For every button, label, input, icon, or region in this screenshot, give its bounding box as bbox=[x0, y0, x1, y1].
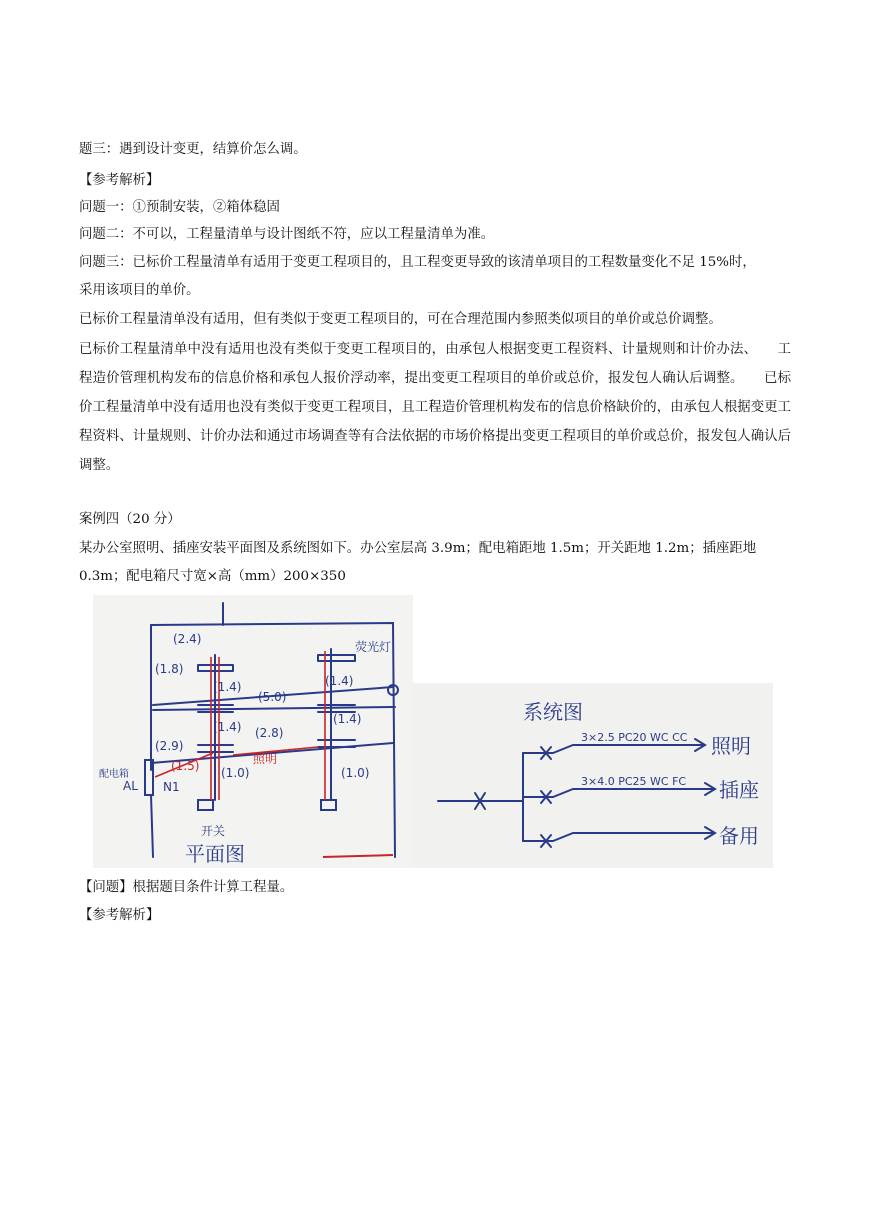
plan-label-1-8: (1.8) bbox=[155, 662, 184, 676]
plan-label-1-0-a: (1.0) bbox=[221, 766, 250, 780]
reference-heading-2: 【参考解析】 bbox=[79, 908, 160, 923]
plan-label-1-4-a: (1.4) bbox=[213, 680, 242, 694]
plan-label-box: 配电箱 bbox=[99, 769, 129, 780]
system-circuit-3-use: 备用 bbox=[719, 824, 759, 848]
plan-title: 平面图 bbox=[185, 842, 245, 866]
answer-2: 问题二：不可以，工程量清单与设计图纸不符，应以工程量清单为准。 bbox=[79, 227, 495, 242]
system-circuit-2-use: 插座 bbox=[719, 778, 759, 802]
plan-label-al: AL bbox=[123, 779, 138, 793]
answer-1: 问题一：①预制安装，②箱体稳固 bbox=[79, 200, 280, 215]
plan-label-2-8: (2.8) bbox=[255, 726, 284, 740]
case-4-description: 某办公室照明、插座安装平面图及系统图如下。办公室层高 3.9m；配电箱距地 1.5m；开关距地 1.2m；插座距地 bbox=[79, 541, 757, 556]
paragraph-no-similar: 已标价工程量清单中没有适用也没有类似于变更工程项目的，由承包人根据变更工程资料、计量规则和计价办法、 工程造价管理机构发布的信息价格和承包人报价浮动率，提出变更工程项目的单价或总价，报发包人确认后调整。 已标价工程量清单中没有适用也没有类似于变更工程项目，且工程造价管理机构发布的信息价格缺价的，由承包人根据变更工程资料、计量规则、计价办法和通过市场调查等有合法依据的市场价格提出变更工程项目的单价或总价，报发包人确认后调整。 bbox=[79, 342, 791, 473]
question-3-heading: 题三：遇到设计变更，结算价怎么调。 bbox=[79, 142, 307, 157]
plan-label-lighting: 照明 bbox=[253, 752, 278, 766]
plan-label-1-0-b: (1.0) bbox=[341, 766, 370, 780]
plan-label-1-4-b: (1.4) bbox=[325, 674, 354, 688]
plan-label-switch: 开关 bbox=[201, 824, 226, 838]
system-circuit-1-cable: 3×2.5 PC20 WC CC bbox=[581, 731, 688, 744]
system-circuit-2-cable: 3×4.0 PC25 WC FC bbox=[581, 775, 687, 788]
plan-label-1-4-d: (1.4) bbox=[333, 712, 362, 726]
plan-label-5-0: (5.0) bbox=[258, 690, 287, 704]
plan-label-lamp: 荧光灯 bbox=[355, 640, 392, 654]
plan-label-1-4-c: (1.4) bbox=[213, 720, 242, 734]
reference-heading: 【参考解析】 bbox=[79, 173, 160, 188]
answer-3: 问题三：已标价工程量清单有适用于变更工程项目的，且工程变更导致的该清单项目的工程数量变化不足 15%时， bbox=[79, 255, 756, 270]
case-4-heading: 案例四（20 分） bbox=[79, 512, 181, 527]
plan-label-n1: N1 bbox=[163, 780, 180, 794]
question-calc: 【问题】根据题目条件计算工程量。 bbox=[79, 880, 294, 895]
paragraph-similar: 已标价工程量清单没有适用，但有类似于变更工程项目的，可在合理范围内参照类似项目的单价或总价调整。 bbox=[79, 312, 722, 327]
plan-label-2-9: (2.9) bbox=[155, 739, 184, 753]
system-circuit-1-use: 照明 bbox=[711, 734, 751, 758]
plan-label-1-5: (1.5) bbox=[171, 759, 200, 773]
system-diagram-photo bbox=[413, 683, 773, 868]
plan-label-2-4: (2.4) bbox=[173, 632, 202, 646]
answer-3-cont: 采用该项目的单价。 bbox=[79, 283, 200, 298]
case-4-description-cont: 0.3m；配电箱尺寸宽×高（mm）200×350 bbox=[79, 569, 346, 584]
plan-drawing-photo bbox=[93, 595, 413, 868]
system-title: 系统图 bbox=[523, 700, 583, 724]
